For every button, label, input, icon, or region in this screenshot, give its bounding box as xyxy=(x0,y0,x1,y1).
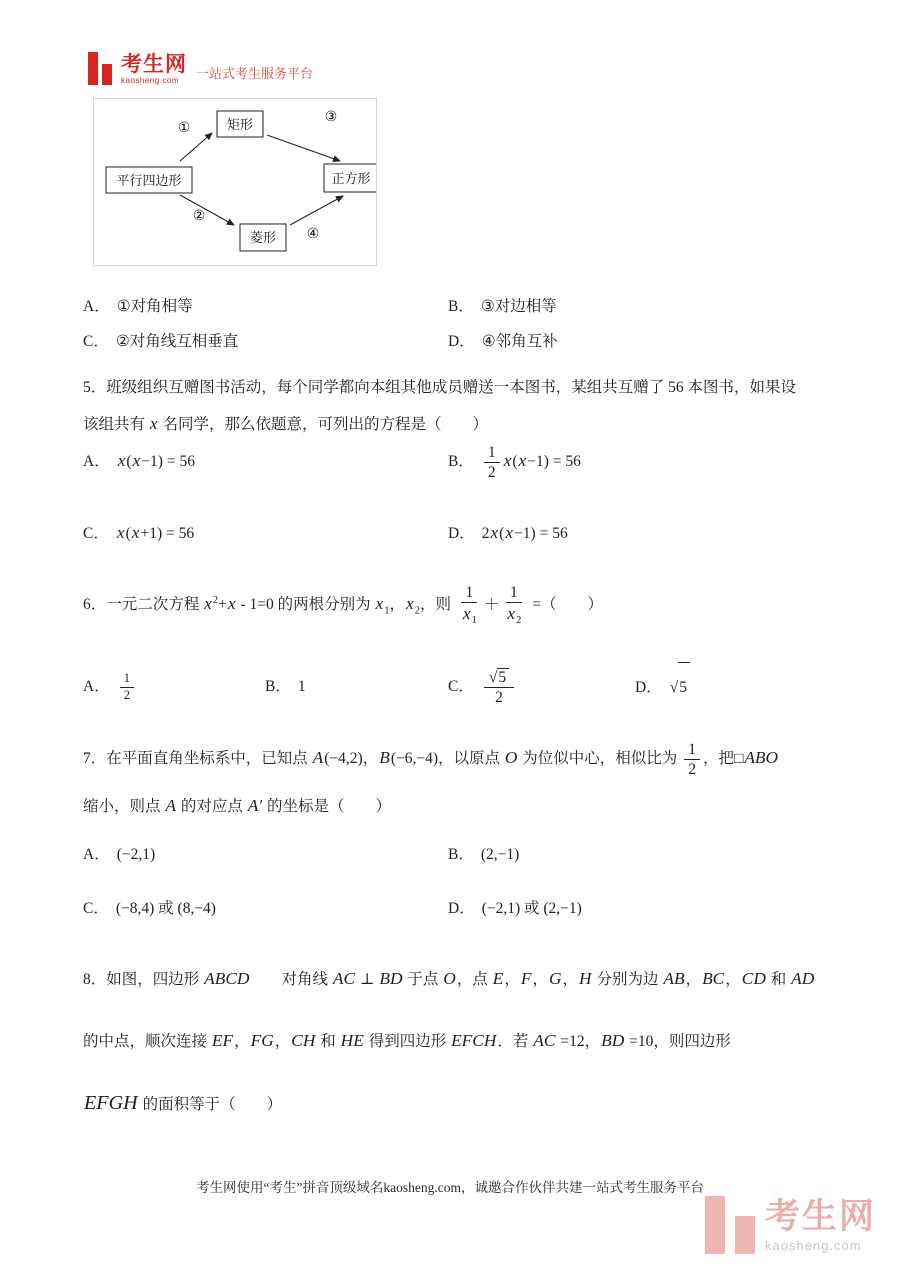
math-run: BD xyxy=(601,1031,625,1050)
text-run: 8．如图，四边形 xyxy=(83,971,204,988)
option-label: A． xyxy=(83,678,110,695)
text-run: (−2,1) 或 (2,−1) xyxy=(481,900,582,917)
text-run: (2,−1) xyxy=(480,846,520,863)
option-text: ④邻角互补 xyxy=(481,333,558,350)
math-run: x xyxy=(462,604,471,624)
arrow-3 xyxy=(267,135,340,161)
arrow-4 xyxy=(290,196,343,225)
option-math xyxy=(482,900,582,917)
radical: √5 xyxy=(670,662,690,713)
option-label: A． xyxy=(83,846,110,863)
option-label: C． xyxy=(83,525,109,542)
math-run: AD xyxy=(791,969,815,988)
q5-option-d xyxy=(448,508,838,559)
math-run: x xyxy=(149,414,158,433)
text-run: ( xyxy=(512,453,518,470)
text-run: 缩小，则点 xyxy=(83,798,165,815)
text-run: 的坐标是（ ） xyxy=(263,798,392,815)
q6-option-b xyxy=(265,662,306,712)
math-run: HE xyxy=(340,1031,364,1050)
text-run: 1 xyxy=(509,583,518,601)
math-run: x xyxy=(117,451,126,470)
option-text: ①对角相等 xyxy=(116,298,193,315)
question-5-options xyxy=(83,436,838,580)
watermark-brand: 考生网 xyxy=(765,1196,877,1236)
stem-line xyxy=(83,1010,838,1072)
math-run: BC xyxy=(702,969,725,988)
math-run: x xyxy=(116,523,125,542)
q7-option-a xyxy=(83,834,448,876)
watermark-text xyxy=(765,1196,877,1253)
option-math xyxy=(116,900,216,917)
math-run: AC xyxy=(332,969,356,988)
text-run: ，则 xyxy=(419,596,455,614)
text-run: ， xyxy=(274,1033,291,1050)
option-text: ②对角线互相垂直 xyxy=(115,333,239,350)
option-math xyxy=(117,671,137,702)
radical: √5 xyxy=(489,668,509,686)
options-row xyxy=(83,296,838,318)
question-8-stem xyxy=(83,948,838,1134)
text-run: 名同学，那么依题意，可列出的方程是（ ） xyxy=(158,416,488,433)
watermark-bar-left xyxy=(705,1196,725,1254)
text-run: +1) = 56 xyxy=(140,525,195,542)
math-run: x xyxy=(204,594,212,614)
text-run: 1 xyxy=(688,740,696,758)
math-run: A xyxy=(165,796,176,815)
text-run: (−2,1) xyxy=(116,846,156,863)
logo-bar-right xyxy=(102,64,112,85)
text-run: 分别为边 xyxy=(592,971,663,988)
option-text: ③对边相等 xyxy=(480,298,557,315)
q7-option-b xyxy=(448,834,838,876)
text-run: ， xyxy=(685,971,702,988)
stem-line xyxy=(83,948,838,1010)
math-run: A′ xyxy=(247,796,263,815)
arrow-4-label: ④ xyxy=(306,227,320,242)
diagram-svg xyxy=(94,99,376,265)
watermark-bar-right xyxy=(735,1216,755,1254)
q4-option-c xyxy=(83,331,448,353)
brand-tagline: 一站式考生服务平台 xyxy=(196,66,314,81)
question-7-stem xyxy=(83,732,838,828)
math-run: H xyxy=(579,969,592,988)
q6-option-a xyxy=(83,662,137,712)
math-run: O xyxy=(504,748,518,767)
stem-line xyxy=(83,732,838,784)
math-run: x xyxy=(503,451,512,470)
text-run: ， xyxy=(234,1033,250,1050)
text-run: 5．班级组织互赠图书活动，每个同学都向本组其他成员赠送一本图书，某组共互赠了 56 本图书，如果设 xyxy=(83,379,797,396)
text-run: 和 xyxy=(316,1033,340,1050)
text-run: 的面积等于（ ） xyxy=(138,1096,283,1113)
footer-note: 考生网使用“考生”拼音顶级域名kaosheng.com，诚邀合作伙伴共建一站式考生服务平台 xyxy=(195,1180,705,1195)
option-math xyxy=(481,669,517,707)
options-row xyxy=(83,436,838,486)
text-run: 1 xyxy=(471,615,477,627)
math-run: CD xyxy=(741,969,766,988)
text-run: −1) = 56 xyxy=(527,453,581,470)
math-run: EFGH xyxy=(84,1092,138,1114)
text-run: 1 xyxy=(487,443,496,461)
text-run: 的中点，顺次连接 xyxy=(83,1033,211,1050)
text-run: 2 xyxy=(516,615,522,627)
math-run: EFCH xyxy=(451,1031,497,1050)
q7-option-c xyxy=(83,888,448,930)
text-run: 1 xyxy=(297,678,306,695)
brand-name: 考生网 xyxy=(121,53,187,76)
text-run: =（ ） xyxy=(528,596,603,614)
options-row xyxy=(83,508,838,558)
text-run: ， xyxy=(562,971,579,988)
q4-option-d xyxy=(448,331,838,353)
text-run: =10，则四边形 xyxy=(625,1033,731,1050)
options-row xyxy=(83,834,838,876)
text-run: (−6,−4)，以原点 xyxy=(390,750,504,767)
option-label: B． xyxy=(448,846,474,863)
node-rectangle-label: 矩形 xyxy=(226,117,254,132)
text-run: ，把□ xyxy=(702,750,744,767)
math-run: A xyxy=(312,748,324,767)
option-math xyxy=(298,678,306,695)
text-run: ＋ xyxy=(483,596,500,614)
text-run: 该组共有 xyxy=(83,416,149,433)
stem-line xyxy=(83,784,838,828)
option-math xyxy=(481,443,581,481)
math-run: AB xyxy=(663,969,685,988)
math-run: x xyxy=(507,604,516,624)
option-math xyxy=(117,453,195,470)
question-7-options xyxy=(83,834,838,942)
q4-option-a xyxy=(83,296,448,318)
q7-option-d xyxy=(448,888,838,930)
question-6-stem xyxy=(83,578,838,627)
math-run: E xyxy=(492,969,504,988)
option-math xyxy=(116,525,194,542)
question-5-stem xyxy=(83,370,838,442)
option-label: B． xyxy=(448,453,474,470)
text-run: 1 xyxy=(123,671,130,686)
text-run: ， xyxy=(389,596,405,614)
text-run: 2 xyxy=(414,605,420,617)
node-square-label: 正方形 xyxy=(331,171,371,186)
q5-option-c xyxy=(83,508,448,559)
option-label: D． xyxy=(448,333,475,350)
text-run: 2 xyxy=(481,525,490,542)
text-run: =12， xyxy=(556,1033,601,1050)
option-label: C． xyxy=(448,678,474,695)
math-run: EF xyxy=(211,1031,234,1050)
option-math xyxy=(117,846,155,863)
text-run: 2 xyxy=(123,687,130,702)
text-run: 6．一元二次方程 xyxy=(83,596,204,614)
option-label: A． xyxy=(83,298,110,315)
q5-option-b xyxy=(448,436,838,487)
math-run: O xyxy=(443,969,456,988)
text-run: 对角线 xyxy=(250,971,332,988)
q6-option-d xyxy=(635,662,691,712)
fraction xyxy=(502,584,525,627)
fraction xyxy=(484,668,514,707)
math-run: ABCD xyxy=(204,969,250,988)
text-run: ( xyxy=(125,525,131,542)
math-run: x xyxy=(131,523,140,542)
option-label: D． xyxy=(448,525,475,542)
math-run: AC xyxy=(533,1031,556,1050)
text-run: 2 xyxy=(688,760,696,778)
text-run: (−4,2)， xyxy=(324,750,379,767)
math-run: x xyxy=(518,451,527,470)
option-math xyxy=(669,679,691,696)
text-run: + xyxy=(218,596,227,614)
option-label: B． xyxy=(448,298,474,315)
quadrilateral-diagram xyxy=(93,98,377,266)
arrow-1-label: ① xyxy=(177,121,191,136)
math-run: x xyxy=(505,523,514,542)
text-run: −1) = 56 xyxy=(141,453,195,470)
q5-option-a xyxy=(83,436,448,487)
stem-line xyxy=(83,578,838,627)
options-row xyxy=(83,331,838,353)
option-label: C． xyxy=(83,900,109,917)
text-run: ( xyxy=(126,453,132,470)
text-run: 2 xyxy=(495,689,503,707)
text-run: 的对应点 xyxy=(177,798,247,815)
text-run: ，点 xyxy=(456,971,492,988)
brand-header xyxy=(88,52,313,85)
text-run: (−8,4) 或 (8,−4) xyxy=(115,900,216,917)
text-run: 和 xyxy=(766,971,791,988)
kaosheng-logo-icon xyxy=(88,52,112,85)
fraction xyxy=(684,741,700,779)
text-run: 2 xyxy=(487,463,496,481)
fraction xyxy=(458,584,481,627)
text-run: - 1=0 的两根分别为 xyxy=(236,596,375,614)
brand-text xyxy=(121,54,187,85)
option-math xyxy=(481,846,519,863)
logo-bar-left xyxy=(88,52,98,85)
q4-option-b xyxy=(448,296,838,318)
option-label: A． xyxy=(83,453,110,470)
node-rhombus-label: 菱形 xyxy=(249,230,277,245)
text-run: 2 xyxy=(212,595,219,606)
question-6-options xyxy=(83,662,838,712)
text-run: ．若 xyxy=(497,1033,533,1050)
text-run: ， xyxy=(504,971,520,988)
question-4-options xyxy=(83,296,838,366)
text-run: 为位似中心，相似比为 xyxy=(518,750,682,767)
stem-line xyxy=(83,370,838,406)
watermark-domain: kaosheng.com xyxy=(765,1237,862,1253)
text-run: ⊥ xyxy=(356,971,379,988)
arrow-3-label: ③ xyxy=(324,110,338,125)
text-run: 7．在平面直角坐标系中，已知点 xyxy=(83,750,312,767)
node-parallelogram-label: 平行四边形 xyxy=(116,173,182,188)
math-run: x xyxy=(227,594,236,614)
options-row xyxy=(83,888,838,930)
math-run: x xyxy=(406,594,414,614)
math-run: ABO xyxy=(744,748,779,767)
option-label: C． xyxy=(83,333,109,350)
math-run: G xyxy=(548,969,562,988)
kaosheng-watermark-icon xyxy=(705,1196,755,1254)
text-run: ( xyxy=(499,525,505,542)
math-run: x xyxy=(375,594,384,614)
brand-domain: kaosheng.com xyxy=(121,76,180,85)
text-run: 1 xyxy=(384,605,390,617)
math-run: x xyxy=(132,451,141,470)
math-run: F xyxy=(520,969,532,988)
q6-option-c xyxy=(448,662,517,712)
option-label: B． xyxy=(265,678,291,695)
arrow-2-label: ② xyxy=(192,209,206,224)
watermark-logo xyxy=(705,1196,876,1254)
stem-line xyxy=(83,1072,838,1134)
text-run: 于点 xyxy=(403,971,443,988)
math-run: BD xyxy=(379,969,403,988)
text-run: ， xyxy=(725,971,741,988)
math-run: x xyxy=(490,523,499,542)
math-run: B xyxy=(379,748,390,767)
arrow-1 xyxy=(180,133,212,161)
math-run: FG xyxy=(250,1031,274,1050)
text-run: −1) = 56 xyxy=(514,525,568,542)
text-run: 得到四边形 xyxy=(364,1033,451,1050)
fraction xyxy=(120,672,134,703)
option-label: D． xyxy=(448,900,475,917)
option-math xyxy=(482,525,568,542)
arrow-2 xyxy=(180,195,234,225)
math-run: CH xyxy=(291,1031,316,1050)
fraction xyxy=(484,444,500,482)
option-label: D． xyxy=(635,679,662,696)
text-run: ， xyxy=(532,971,548,988)
text-run: 1 xyxy=(465,583,474,601)
